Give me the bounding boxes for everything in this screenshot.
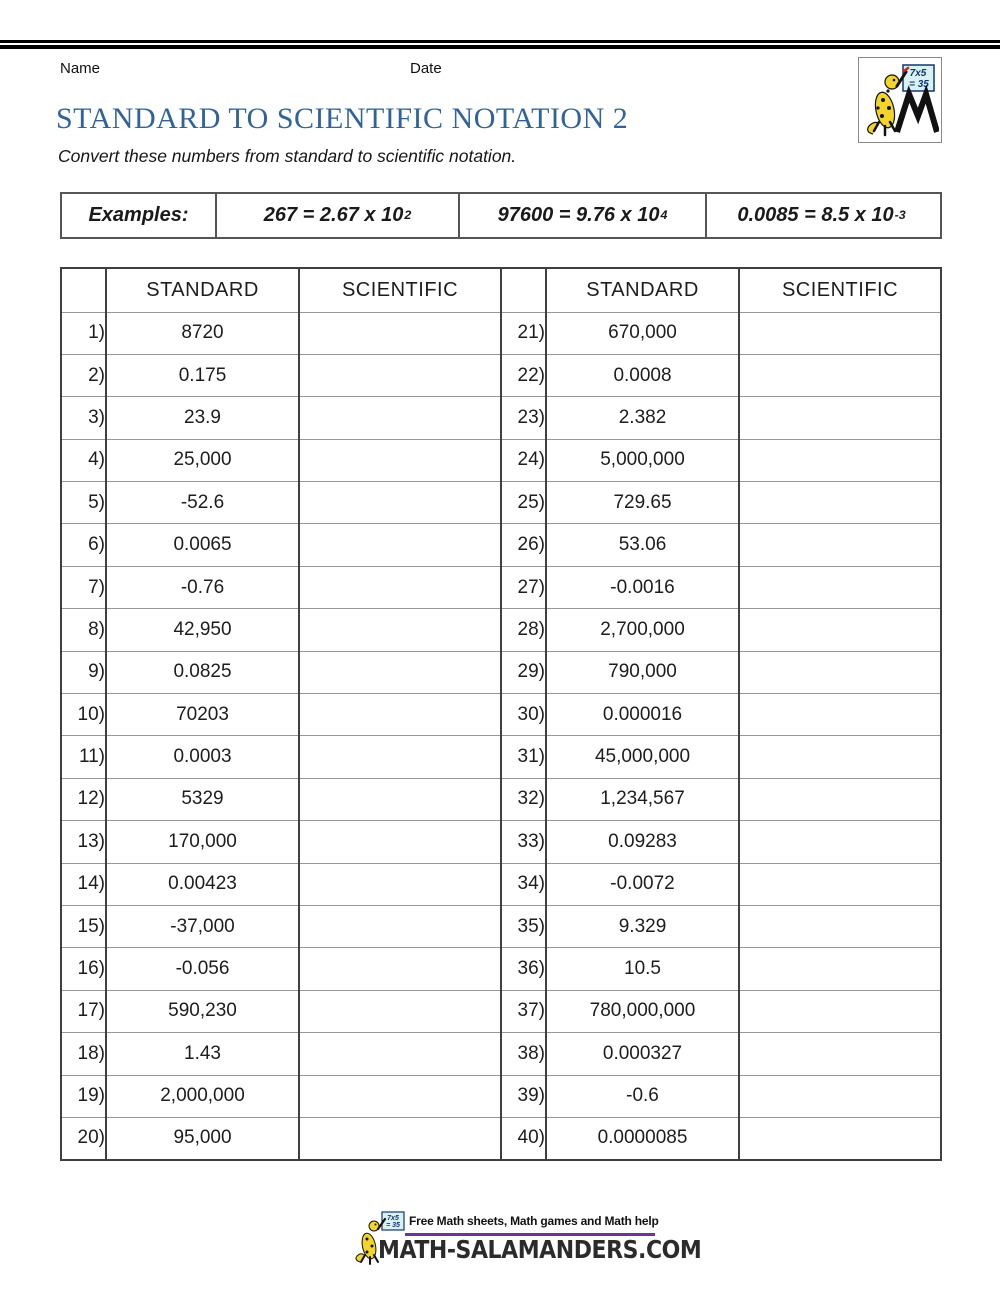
standard-value: 790,000 [546,651,739,693]
problem-number: 22) [501,354,546,396]
example-item: 267 = 2.67 x 10 2 [215,194,458,237]
table-row [61,778,941,820]
scientific-answer-cell [739,1033,941,1075]
table-header-row [61,268,941,312]
scientific-answer-cell [299,651,501,693]
table-row [61,524,941,566]
table-row [61,397,941,439]
standard-value: 0.000327 [546,1033,739,1075]
table-row [61,609,941,651]
standard-value: -52.6 [106,482,299,524]
problem-number: 18) [61,1033,106,1075]
scientific-answer-cell [739,354,941,396]
problem-number: 28) [501,609,546,651]
problem-number: 30) [501,694,546,736]
problem-number: 12) [61,778,106,820]
standard-value: 0.0000085 [546,1117,739,1159]
scientific-answer-cell [299,821,501,863]
standard-value: 23.9 [106,397,299,439]
standard-value: 670,000 [546,312,739,354]
instruction-text: Convert these numbers from standard to scientific notation. [58,146,517,166]
footer-logo [352,1206,702,1276]
problem-number: 7) [61,566,106,608]
standard-value: 70203 [106,694,299,736]
header-spacer [501,268,546,312]
standard-value: 42,950 [106,609,299,651]
problem-number: 2) [61,354,106,396]
problem-number: 23) [501,397,546,439]
problem-number: 21) [501,312,546,354]
problem-number: 6) [61,524,106,566]
standard-value: -0.6 [546,1075,739,1117]
svg-text:7x5: 7x5 [909,68,927,79]
problem-number: 26) [501,524,546,566]
problem-number: 3) [61,397,106,439]
table-row [61,694,941,736]
scientific-answer-cell [299,566,501,608]
scientific-answer-cell [299,482,501,524]
problem-number: 14) [61,863,106,905]
problem-number: 27) [501,566,546,608]
scientific-answer-cell [739,1117,941,1159]
scientific-answer-cell [739,905,941,947]
problem-number: 20) [61,1117,106,1159]
standard-value: 5329 [106,778,299,820]
scientific-answer-cell [299,694,501,736]
problem-number: 35) [501,905,546,947]
problem-number: 16) [61,948,106,990]
standard-value: 0.000016 [546,694,739,736]
footer-tagline: Free Math sheets, Math games and Math help [409,1214,659,1228]
table-row [61,948,941,990]
standard-value: 590,230 [106,990,299,1032]
scientific-answer-cell [299,736,501,778]
problem-number: 5) [61,482,106,524]
problem-number: 39) [501,1075,546,1117]
name-label: Name [60,60,101,77]
standard-value: 0.0008 [546,354,739,396]
standard-value: 0.0065 [106,524,299,566]
problem-number: 1) [61,312,106,354]
scientific-answer-cell [299,439,501,481]
col-header-standard-left: STANDARD [106,268,299,312]
standard-value: 8720 [106,312,299,354]
standard-value: 5,000,000 [546,439,739,481]
table-row [61,1033,941,1075]
table-row [61,1117,941,1159]
standard-value: 25,000 [106,439,299,481]
examples-label: Examples: [88,204,189,226]
problem-number: 36) [501,948,546,990]
scientific-answer-cell [739,566,941,608]
problem-number: 31) [501,736,546,778]
standard-value: 729.65 [546,482,739,524]
scientific-answer-cell [739,312,941,354]
header-spacer [61,268,106,312]
problem-number: 33) [501,821,546,863]
scientific-answer-cell [739,482,941,524]
date-label: Date [410,60,442,77]
scientific-answer-cell [299,1033,501,1075]
standard-value: 1.43 [106,1033,299,1075]
scientific-answer-cell [739,524,941,566]
standard-value: 1,234,567 [546,778,739,820]
col-header-scientific-left: SCIENTIFIC [299,268,501,312]
problem-number: 11) [61,736,106,778]
scientific-answer-cell [299,354,501,396]
standard-value: 0.175 [106,354,299,396]
standard-value: 10.5 [546,948,739,990]
col-header-standard-right: STANDARD [546,268,739,312]
table-row [61,863,941,905]
scientific-answer-cell [739,609,941,651]
scientific-answer-cell [299,778,501,820]
problem-number: 29) [501,651,546,693]
col-header-scientific-right: SCIENTIFIC [739,268,941,312]
scientific-answer-cell [739,990,941,1032]
problem-number: 37) [501,990,546,1032]
standard-value: 2.382 [546,397,739,439]
scientific-answer-cell [299,905,501,947]
scientific-answer-cell [739,948,941,990]
scientific-answer-cell [299,1117,501,1159]
site-wordmark: MATH-SALAMANDERS.COM [378,1235,702,1264]
problem-number: 40) [501,1117,546,1159]
svg-text:= 35: = 35 [386,1222,400,1229]
standard-value: 0.09283 [546,821,739,863]
worksheet-table-body [61,312,941,1160]
problem-number: 17) [61,990,106,1032]
math-salamanders-logo [858,57,942,143]
standard-value: 9.329 [546,905,739,947]
examples-bar [60,192,942,239]
problem-number: 34) [501,863,546,905]
easel-m-icon [897,94,937,132]
table-row [61,736,941,778]
top-rule [0,40,1000,49]
standard-value: -0.0072 [546,863,739,905]
standard-value: 0.0003 [106,736,299,778]
table-row [61,312,941,354]
table-row [61,354,941,396]
scientific-answer-cell [739,736,941,778]
scientific-answer-cell [299,524,501,566]
scientific-answer-cell [739,397,941,439]
problem-number: 32) [501,778,546,820]
scientific-answer-cell [739,651,941,693]
standard-value: 0.0825 [106,651,299,693]
page-title: STANDARD TO SCIENTIFIC NOTATION 2 [56,102,629,135]
table-row [61,566,941,608]
scientific-answer-cell [739,821,941,863]
table-row [61,482,941,524]
scientific-answer-cell [299,1075,501,1117]
scientific-answer-cell [299,990,501,1032]
standard-value: 0.00423 [106,863,299,905]
standard-value: -0.056 [106,948,299,990]
scientific-answer-cell [739,439,941,481]
example-item: 97600 = 9.76 x 10 4 [458,194,705,237]
scientific-answer-cell [299,863,501,905]
standard-value: 95,000 [106,1117,299,1159]
scientific-answer-cell [299,397,501,439]
standard-value: 170,000 [106,821,299,863]
problem-number: 13) [61,821,106,863]
scientific-answer-cell [739,694,941,736]
problem-number: 4) [61,439,106,481]
problem-number: 25) [501,482,546,524]
scientific-answer-cell [299,948,501,990]
standard-value: 780,000,000 [546,990,739,1032]
standard-value: 45,000,000 [546,736,739,778]
table-row [61,821,941,863]
standard-value: 2,000,000 [106,1075,299,1117]
scientific-answer-cell [739,1075,941,1117]
standard-value: -0.0016 [546,566,739,608]
table-row [61,651,941,693]
table-row [61,905,941,947]
problem-number: 15) [61,905,106,947]
problem-number: 38) [501,1033,546,1075]
problem-number: 24) [501,439,546,481]
scientific-answer-cell [299,312,501,354]
problem-number: 8) [61,609,106,651]
problem-number: 9) [61,651,106,693]
scientific-answer-cell [739,863,941,905]
standard-value: 2,700,000 [546,609,739,651]
svg-text:= 35: = 35 [909,79,929,90]
worksheet-table [60,267,942,1161]
table-row [61,1075,941,1117]
table-row [61,439,941,481]
svg-text:7x5: 7x5 [387,1215,399,1222]
scientific-answer-cell [739,778,941,820]
standard-value: -0.76 [106,566,299,608]
salamander-easel-icon [859,58,939,140]
standard-value: -37,000 [106,905,299,947]
table-row [61,990,941,1032]
example-item: 0.0085 = 8.5 x 10 -3 [705,194,936,237]
standard-value: 53.06 [546,524,739,566]
problem-number: 19) [61,1075,106,1117]
problem-number: 10) [61,694,106,736]
scientific-answer-cell [299,609,501,651]
